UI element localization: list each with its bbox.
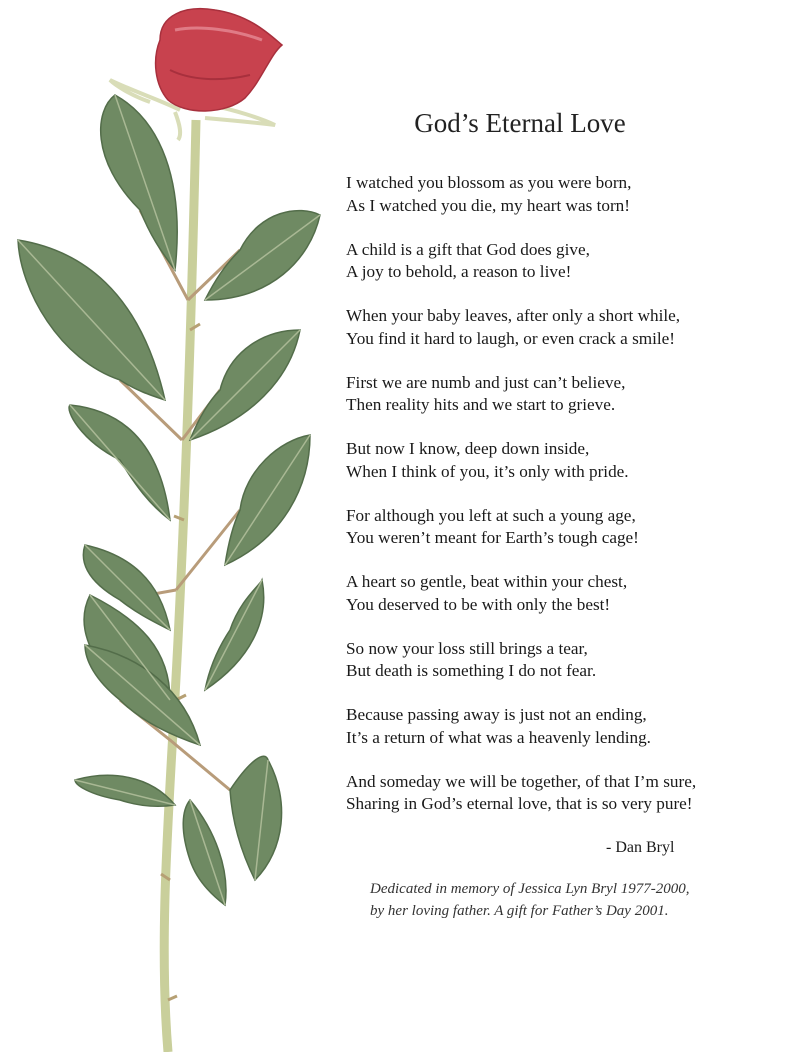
poem-line: A heart so gentle, beat within your chest, [346, 572, 628, 591]
poem-line: You deserved to be with only the best! [346, 594, 611, 614]
poem-line: So now your loss still brings a tear, [346, 638, 588, 658]
poem-line: Because passing away is just not an ending, [346, 705, 647, 724]
poem-stanza [346, 638, 786, 683]
poem-author: - Dan Bryl [606, 839, 675, 856]
poem-line: A joy to behold, a reason to live! [346, 262, 572, 281]
dedication-line: by her loving father. A gift for Father’s Day 2001. [370, 903, 669, 919]
poem-line: Then reality hits and we start to grieve. [346, 395, 616, 414]
poem-stanza [346, 372, 786, 417]
poem-stanza [346, 305, 786, 350]
poem-line: Sharing in God’s eternal love, that is so very pure! [346, 794, 693, 813]
poem-line: And someday we will be together, of that I’m sure, [346, 771, 697, 791]
dedication-line: Dedicated in memory of Jessica Lyn Bryl 1977-2000, [370, 881, 690, 897]
poem-line: As I watched you die, my heart was torn! [346, 195, 630, 215]
poem-line: First we are numb and just can’t believe, [346, 372, 626, 392]
poem-stanza [346, 239, 786, 284]
poem-line: But now I know, deep down inside, [346, 439, 590, 458]
poem-line: I watched you blossom as you were born, [346, 173, 632, 192]
dedication [370, 878, 790, 922]
poem-line: When I think of you, it’s only with pride. [346, 461, 629, 481]
poem-line: It’s a return of what was a heavenly lending. [346, 727, 651, 747]
poem-line: A child is a gift that God does give, [346, 239, 590, 259]
poem-line: When your baby leaves, after only a short while, [346, 306, 681, 325]
rose-illustration [0, 0, 340, 1052]
poem-line: For although you left at such a young age, [346, 505, 636, 525]
poem-stanza [346, 704, 786, 749]
poem-stanza [346, 771, 786, 816]
poem-stanza [346, 438, 786, 483]
poem-stanza [346, 571, 786, 616]
poem-title: God’s Eternal Love [414, 108, 626, 138]
poem-stanza [346, 172, 786, 217]
poem-line: You find it hard to laugh, or even crack a smile! [346, 328, 676, 348]
poem-body [346, 172, 786, 837]
poem-line: But death is something I do not fear. [346, 661, 597, 680]
rose-bud [156, 9, 282, 111]
poem-line: You weren’t meant for Earth’s tough cage! [346, 528, 639, 547]
poem-stanza [346, 505, 786, 550]
